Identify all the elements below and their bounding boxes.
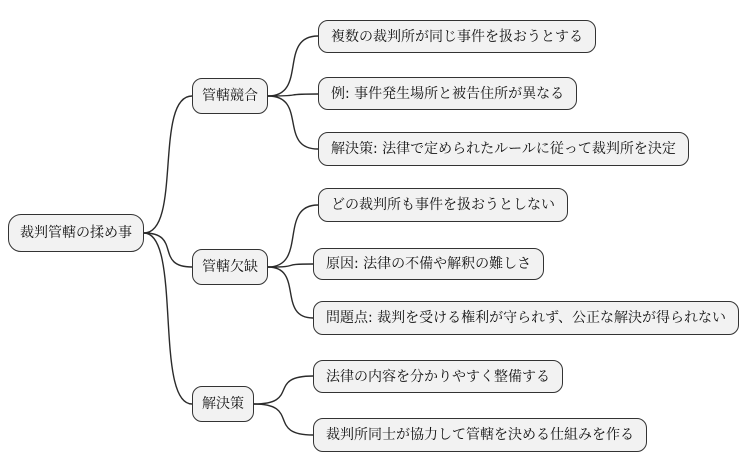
- leaf-node-problem-right-to-trial: 問題点: 裁判を受ける権利が守られず、公正な解決が得られない: [313, 301, 739, 335]
- edge-root-to-lack: [144, 233, 192, 267]
- leaf-node-solution-legal-rules: 解決策: 法律で定められたルールに従って裁判所を決定: [318, 132, 689, 166]
- edge-lack-child-1: [268, 205, 318, 267]
- edge-root-to-conflict: [144, 96, 192, 233]
- edge-conflict-child-1: [268, 36, 318, 96]
- root-node-court-jurisdiction-dispute: 裁判管轄の揉め事: [8, 214, 144, 252]
- edge-lack-child-2: [268, 264, 313, 267]
- edge-conflict-child-3: [268, 96, 318, 149]
- leaf-node-courts-cooperate: 裁判所同士が協力して管轄を決める仕組みを作る: [313, 418, 647, 452]
- leaf-node-cause-legal-gaps: 原因: 法律の不備や解釈の難しさ: [313, 248, 544, 280]
- edge-lack-child-3: [268, 267, 313, 318]
- leaf-node-no-court-takes-case: どの裁判所も事件を扱おうとしない: [318, 188, 568, 222]
- branch-node-jurisdiction-lack: 管轄欠缺: [192, 249, 268, 285]
- edge-root-to-solutions: [144, 233, 192, 404]
- leaf-node-multiple-courts: 複数の裁判所が同じ事件を扱おうとする: [318, 20, 596, 53]
- branch-node-solutions: 解決策: [192, 386, 254, 422]
- edge-solutions-child-1: [254, 376, 313, 404]
- leaf-node-clarify-laws: 法律の内容を分かりやすく整備する: [313, 360, 563, 393]
- edge-solutions-child-2: [254, 404, 313, 435]
- leaf-node-example-location-differs: 例: 事件発生場所と被告住所が異なる: [318, 77, 577, 110]
- branch-node-jurisdiction-conflict: 管轄競合: [192, 78, 268, 114]
